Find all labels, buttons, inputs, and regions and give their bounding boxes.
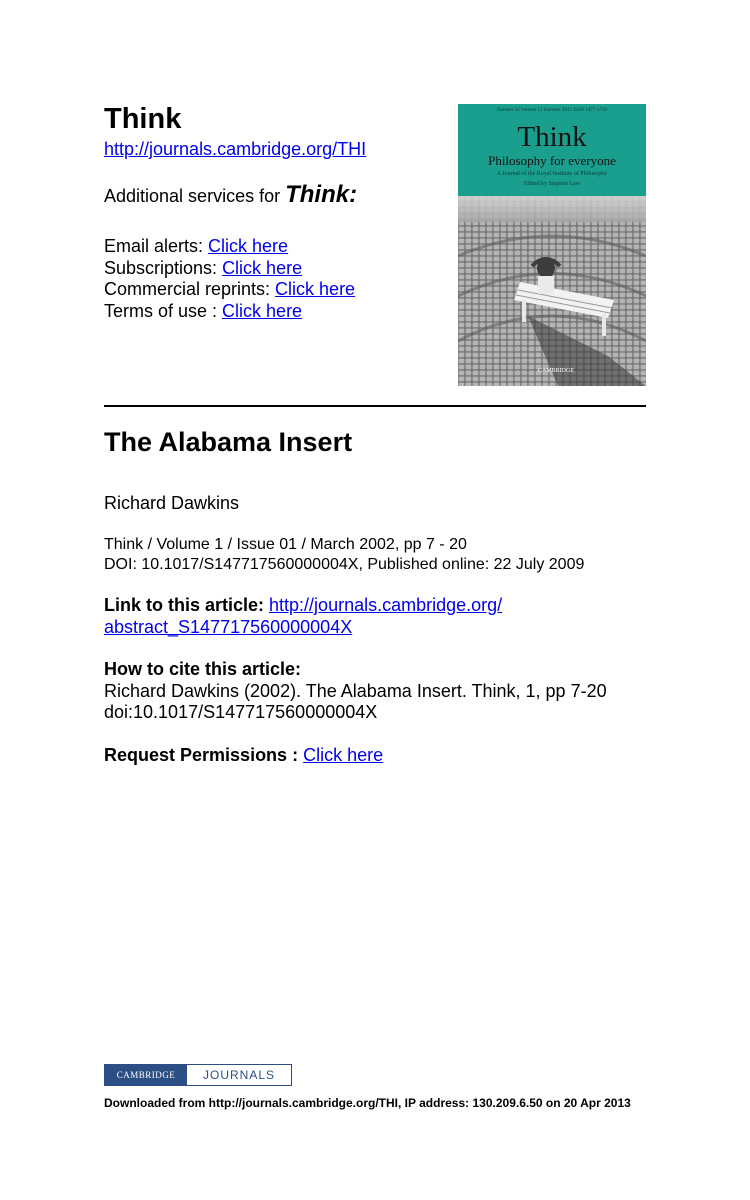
cover-description: A Journal of the Royal Institute of Philosophy <box>496 171 608 177</box>
service-subscriptions <box>104 258 355 280</box>
article-citation: Think / Volume 1 / Issue 01 / March 2002, pp 7 - 20 <box>104 536 467 553</box>
service-label: Subscriptions: <box>104 257 223 278</box>
request-permissions-block <box>104 745 383 767</box>
cite-text-line2: doi:10.1017/S147717560000004X <box>104 702 378 722</box>
cover-title-band <box>458 104 646 196</box>
cover-publisher-mark: CAMBRIDGE <box>538 368 575 374</box>
terms-of-use-link[interactable]: Click here <box>222 301 303 322</box>
services-journal-name: Think: <box>285 181 358 208</box>
service-email-alerts <box>104 236 355 258</box>
cover-subtitle: Philosophy for everyone <box>488 153 616 168</box>
services-prefix: Additional services for <box>104 186 286 206</box>
cover-issue-line: Number 34 Volume 12 Summer 2013 ISSN 1477-1756 <box>497 108 607 113</box>
journal-cover-image <box>458 104 646 386</box>
cambridge-journals-logo <box>104 1064 292 1086</box>
cover-title: Think <box>517 121 587 153</box>
article-title: The Alabama Insert <box>104 427 353 457</box>
journal-title: Think <box>104 103 182 135</box>
service-terms-of-use <box>104 301 355 323</box>
logo-journals: JOURNALS <box>187 1065 291 1085</box>
service-label: Terms of use : <box>104 301 223 322</box>
article-link-url-part2[interactable]: abstract_S147717560000004X <box>104 616 353 637</box>
article-doi-line: DOI: 10.1017/S147717560000004X, Published online: 22 July 2009 <box>104 556 585 573</box>
services-list <box>104 236 355 323</box>
service-label: Email alerts: <box>104 236 209 256</box>
logo-cambridge: CAMBRIDGE <box>105 1065 187 1085</box>
article-link-url-part1[interactable]: http://journals.cambridge.org/ <box>269 595 503 615</box>
subscriptions-link[interactable]: Click here <box>222 257 303 278</box>
cover-photo-bench <box>458 196 646 386</box>
how-to-cite-block <box>104 659 607 724</box>
article-author: Richard Dawkins <box>104 493 240 513</box>
email-alerts-link[interactable]: Click here <box>208 236 289 256</box>
how-to-cite-label: How to cite this article: <box>104 659 302 679</box>
service-label: Commercial reprints: <box>104 279 276 300</box>
download-note: Downloaded from http://journals.cambridge.org/THI, IP address: 130.209.6.50 on 20 Apr 2013 <box>104 1096 631 1110</box>
cover-editor: Edited by Stephen Law <box>523 181 581 187</box>
article-link-label: Link to this article: <box>104 595 270 615</box>
request-permissions-link[interactable]: Click here <box>303 745 384 765</box>
service-commercial-reprints <box>104 279 355 301</box>
commercial-reprints-link[interactable]: Click here <box>275 279 356 300</box>
additional-services-heading <box>104 180 357 211</box>
request-permissions-label: Request Permissions : <box>104 745 304 765</box>
article-link-block <box>104 595 502 638</box>
section-divider <box>104 405 646 407</box>
cite-text-line1: Richard Dawkins (2002). The Alabama Insert. Think, 1, pp 7-20 <box>104 680 607 701</box>
journal-url-link[interactable]: http://journals.cambridge.org/THI <box>104 139 367 159</box>
